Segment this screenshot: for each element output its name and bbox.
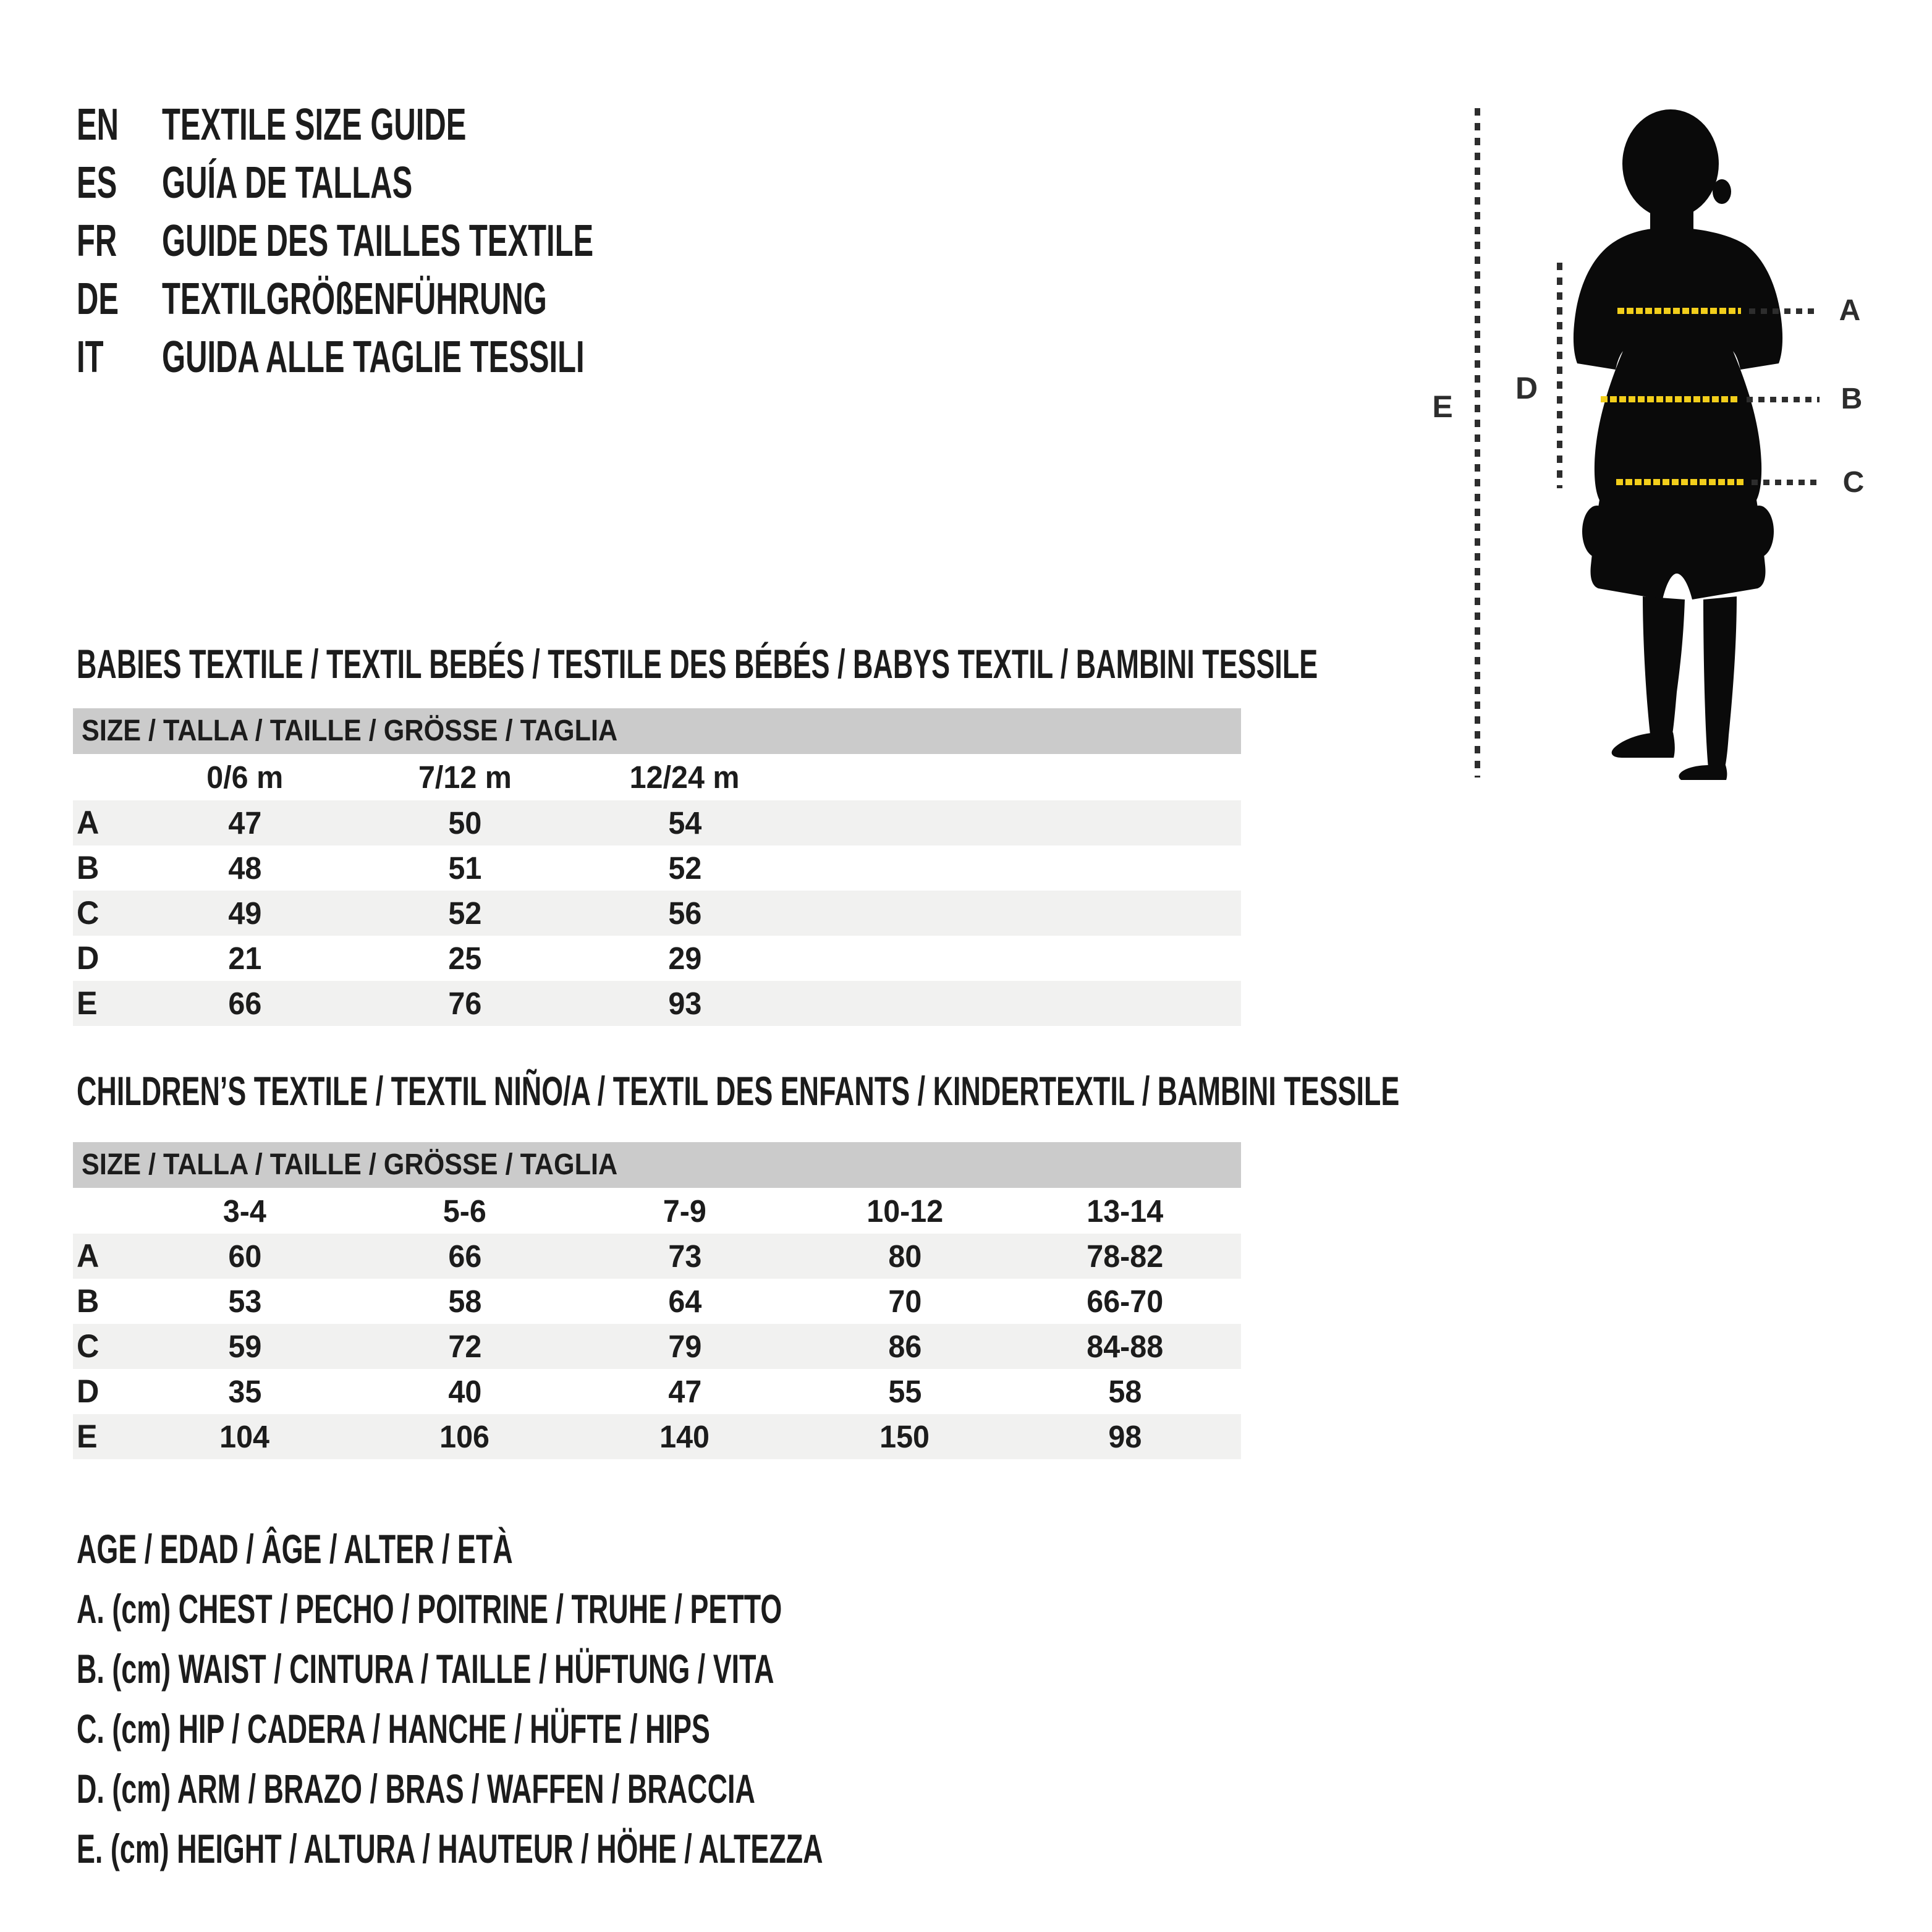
measure-label-e: E — [1432, 389, 1453, 424]
size-cell: 50 — [448, 805, 481, 841]
size-cell: 84-88 — [1087, 1329, 1163, 1364]
size-cell: 53 — [228, 1284, 261, 1319]
babies-column-header: 7/12 m — [418, 760, 512, 795]
language-row-fr — [77, 212, 797, 270]
legend-line-hip: C. (cm) HIP / CADERA / HANCHE / HÜFTE / HIPS — [77, 1706, 710, 1752]
children-column-header-row — [73, 1188, 1241, 1234]
size-cell: 66-70 — [1087, 1284, 1163, 1319]
hip-line-c-yellow — [1616, 479, 1745, 485]
children-table-row-c — [73, 1324, 1241, 1369]
size-cell: 49 — [228, 896, 261, 931]
size-cell: 79 — [668, 1329, 701, 1364]
size-cell: 72 — [448, 1329, 481, 1364]
size-cell: 59 — [228, 1329, 261, 1364]
babies-size-header-bar: SIZE / TALLA / TAILLE / GRÖSSE / TAGLIA — [73, 708, 1241, 754]
language-code-it: IT — [77, 333, 104, 382]
size-cell: 51 — [448, 850, 481, 886]
legend-line-waist: B. (cm) WAIST / CINTURA / TAILLE / HÜFTUNG / VITA — [77, 1646, 774, 1692]
size-cell: 64 — [668, 1284, 701, 1319]
measure-label-b: B — [1841, 383, 1863, 415]
row-label: C — [77, 895, 100, 931]
size-cell: 54 — [668, 805, 701, 841]
size-cell: 93 — [668, 986, 701, 1021]
guide-title-de: TEXTILGRÖßENFÜHRUNG — [162, 274, 547, 324]
children-column-header: 7-9 — [663, 1193, 707, 1229]
size-cell: 86 — [888, 1329, 922, 1364]
row-label: A — [77, 1238, 100, 1274]
hip-line-c-dark — [1752, 480, 1820, 485]
size-cell: 29 — [668, 941, 701, 976]
guide-title-es: GUÍA DE TALLAS — [162, 158, 413, 208]
size-cell: 66 — [228, 986, 261, 1021]
legend-line-height: E. (cm) HEIGHT / ALTURA / HAUTEUR / HÖHE / ALTEZZA — [77, 1826, 823, 1871]
children-size-header-bar: SIZE / TALLA / TAILLE / GRÖSSE / TAGLIA — [73, 1142, 1241, 1188]
size-cell: 40 — [448, 1374, 481, 1409]
children-column-header: 10-12 — [866, 1193, 943, 1229]
row-label: D — [77, 1373, 100, 1410]
babies-table-row-c — [73, 891, 1241, 936]
size-cell: 76 — [448, 986, 481, 1021]
size-cell: 73 — [668, 1239, 701, 1274]
children-column-header: 13-14 — [1087, 1193, 1163, 1229]
guide-title-it: GUIDA ALLE TAGLIE TESSILI — [162, 333, 585, 382]
language-code-de: DE — [77, 274, 119, 324]
size-cell: 66 — [448, 1239, 481, 1274]
babies-table-row-d — [73, 936, 1241, 981]
language-code-en: EN — [77, 100, 119, 150]
language-code-es: ES — [77, 158, 117, 208]
row-label: D — [77, 940, 100, 977]
measure-label-c: C — [1842, 466, 1865, 499]
row-label: B — [77, 1283, 100, 1320]
babies-table-row-a — [73, 800, 1241, 845]
chest-line-a-yellow — [1617, 308, 1741, 314]
language-code-fr: FR — [77, 216, 117, 266]
babies-table-row-e — [73, 981, 1241, 1026]
language-row-en — [77, 96, 797, 154]
size-cell: 52 — [668, 850, 701, 886]
row-label: E — [77, 1418, 98, 1455]
size-cell: 52 — [448, 896, 481, 931]
size-cell: 140 — [659, 1419, 710, 1454]
size-cell: 80 — [888, 1239, 922, 1274]
size-cell: 56 — [668, 896, 701, 931]
measure-label-d: D — [1515, 371, 1538, 405]
waist-line-b-dark — [1747, 397, 1820, 402]
size-cell: 58 — [1108, 1374, 1142, 1409]
size-cell: 48 — [228, 850, 261, 886]
size-cell: 78-82 — [1087, 1239, 1163, 1274]
language-row-it — [77, 328, 797, 386]
children-table-row-a — [73, 1234, 1241, 1279]
children-table-row-e — [73, 1414, 1241, 1459]
row-label: A — [77, 805, 100, 841]
babies-section-title: BABIES TEXTILE / TEXTIL BEBÉS / TESTILE DES BÉBÉS / BABYS TEXTIL / BAMBINI TESSILE — [77, 641, 1318, 687]
size-cell: 98 — [1108, 1419, 1142, 1454]
language-row-de — [77, 270, 797, 328]
children-section-title: CHILDREN’S TEXTILE / TEXTIL NIÑO/A / TEXTIL DES ENFANTS / KINDERTEXTIL / BAMBINI TESSILE — [77, 1068, 1400, 1114]
babies-table-row-b — [73, 845, 1241, 891]
babies-column-header-row — [73, 754, 1241, 800]
guide-title-en: TEXTILE SIZE GUIDE — [162, 100, 467, 150]
size-cell: 25 — [448, 941, 481, 976]
guide-title-fr: GUIDE DES TAILLES TEXTILE — [162, 216, 594, 266]
babies-column-header: 0/6 m — [206, 760, 283, 795]
legend-line-age: AGE / EDAD / ÂGE / ALTER / ETÀ — [77, 1526, 513, 1572]
size-cell: 58 — [448, 1284, 481, 1319]
size-cell: 70 — [888, 1284, 922, 1319]
size-cell: 47 — [668, 1374, 701, 1409]
legend-line-chest: A. (cm) CHEST / PECHO / POITRINE / TRUHE / PETTO — [77, 1586, 782, 1632]
size-cell: 47 — [228, 805, 261, 841]
row-label: B — [77, 850, 100, 886]
size-cell: 150 — [879, 1419, 930, 1454]
language-row-es — [77, 154, 797, 212]
children-table-row-b — [73, 1279, 1241, 1324]
waist-line-b-yellow — [1601, 396, 1738, 402]
children-column-header: 5-6 — [443, 1193, 487, 1229]
children-column-header: 3-4 — [222, 1193, 267, 1229]
babies-column-header: 12/24 m — [630, 760, 740, 795]
size-cell: 60 — [228, 1239, 261, 1274]
row-label: C — [77, 1328, 100, 1365]
language-title-block — [77, 96, 797, 386]
arm-measure-line-d — [1557, 263, 1562, 488]
legend-line-arm: D. (cm) ARM / BRAZO / BRAS / WAFFEN / BRACCIA — [77, 1766, 755, 1811]
size-cell: 55 — [888, 1374, 922, 1409]
size-cell: 104 — [219, 1419, 270, 1454]
row-label: E — [77, 985, 98, 1022]
children-table-row-d — [73, 1369, 1241, 1414]
chest-line-a-dark — [1749, 308, 1820, 314]
measure-label-a: A — [1839, 294, 1861, 327]
size-cell: 106 — [439, 1419, 490, 1454]
measurement-legend — [77, 1519, 1174, 1879]
size-cell: 35 — [228, 1374, 261, 1409]
size-cell: 21 — [228, 941, 261, 976]
